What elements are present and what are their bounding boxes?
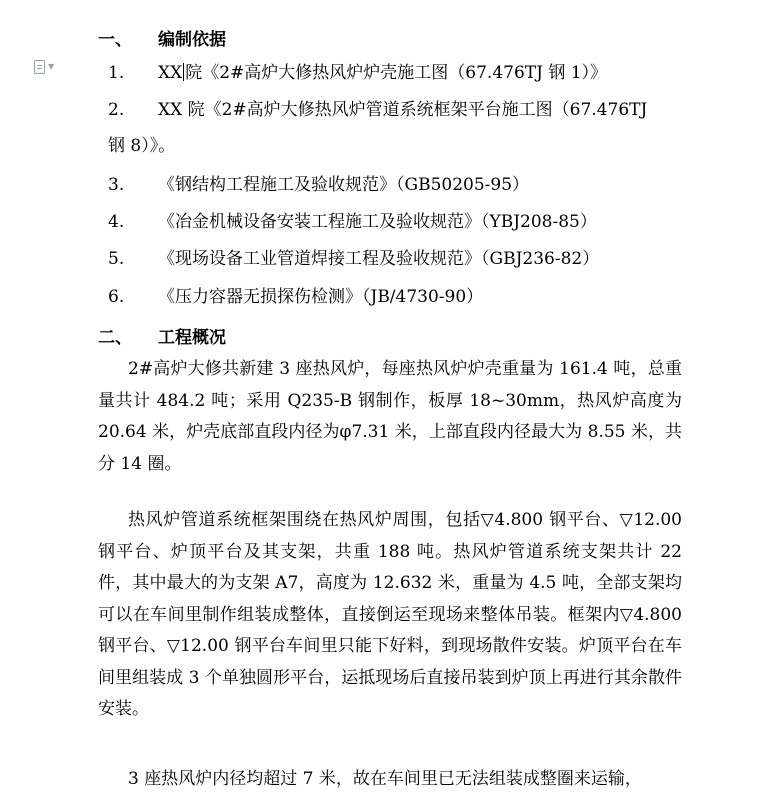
reference-item bbox=[108, 212, 597, 232]
body-paragraph: 2#高炉大修共新建 3 座热风炉，每座热风炉炉壳重量为 161.4 吨，总重量共计 484.2 吨；采用 Q235-B 钢制作，板厚 18~30mm，热风炉高度为 20.64 米，炉壳底部直段内径为φ7.31 米，上部直段内径最大为 8.55 米，共分 14 圈。 bbox=[98, 359, 682, 474]
reference-item bbox=[108, 63, 607, 83]
reference-text-b: 院《2#高炉大修热风炉炉壳施工图（67.476TJ 钢 1）》 bbox=[185, 63, 608, 83]
section-title: 工程概况 bbox=[158, 328, 226, 348]
body-paragraph: 热风炉管道系统框架围绕在热风炉周围，包括▽4.800 钢平台、▽12.00 钢平台、炉顶平台及其支架，共重 188 吨。热风炉管道系统支架共计 22 件，其中最大的为支架 A7，高度为 12.632 米，重量为 4.5 吨，全部支架均可以在车间里制作组装成整体，直接倒运至现场来整体吊装。框架内▽4.800 钢平台、▽12.00 钢平台车间里只能下好料，到现场散件安装。炉顶平台在车间里组装成 3 个单独圆形平台，运抵现场后直接吊装到炉顶上再进行其余散件安装。 bbox=[98, 510, 682, 719]
page-icon bbox=[34, 60, 45, 74]
reference-text: 《压力容器无损探伤检测》（JB/4730-90） bbox=[158, 287, 484, 307]
section-number: 一、 bbox=[98, 30, 132, 50]
section-heading-2 bbox=[98, 323, 226, 348]
reference-text: 《现场设备工业管道焊接工程及验收规范》（GBJ236-82） bbox=[158, 249, 600, 269]
reference-text: XX 院《2#高炉大修热风炉管道系统框架平台施工图（67.476TJ bbox=[158, 100, 648, 120]
reference-number: 3. bbox=[108, 175, 125, 195]
document-icon[interactable] bbox=[34, 60, 60, 74]
reference-number: 1. bbox=[108, 63, 125, 83]
chevron-down-icon: ▼ bbox=[48, 62, 55, 71]
reference-number: 6. bbox=[108, 287, 125, 307]
body-paragraph: 3 座热风炉内径均超过 7 米，故在车间里已无法组装成整圈来运输， bbox=[128, 769, 642, 789]
reference-item bbox=[108, 287, 483, 307]
reference-text-a: XX bbox=[158, 63, 183, 83]
reference-item bbox=[108, 249, 599, 269]
reference-item bbox=[108, 175, 529, 195]
reference-number: 2. bbox=[108, 100, 125, 120]
reference-item bbox=[108, 100, 688, 156]
section-heading-1 bbox=[98, 25, 226, 50]
section-title: 编制依据 bbox=[158, 30, 226, 50]
reference-number: 4. bbox=[108, 212, 125, 232]
reference-text: 《冶金机械设备安装工程施工及验收规范》（YBJ208-85） bbox=[158, 212, 597, 232]
section-number: 二、 bbox=[98, 328, 132, 348]
reference-text: 《钢结构工程施工及验收规范》（GB50205-95） bbox=[158, 175, 530, 195]
reference-number: 5. bbox=[108, 249, 125, 269]
reference-text-continued: 钢 8）》。 bbox=[108, 136, 176, 156]
